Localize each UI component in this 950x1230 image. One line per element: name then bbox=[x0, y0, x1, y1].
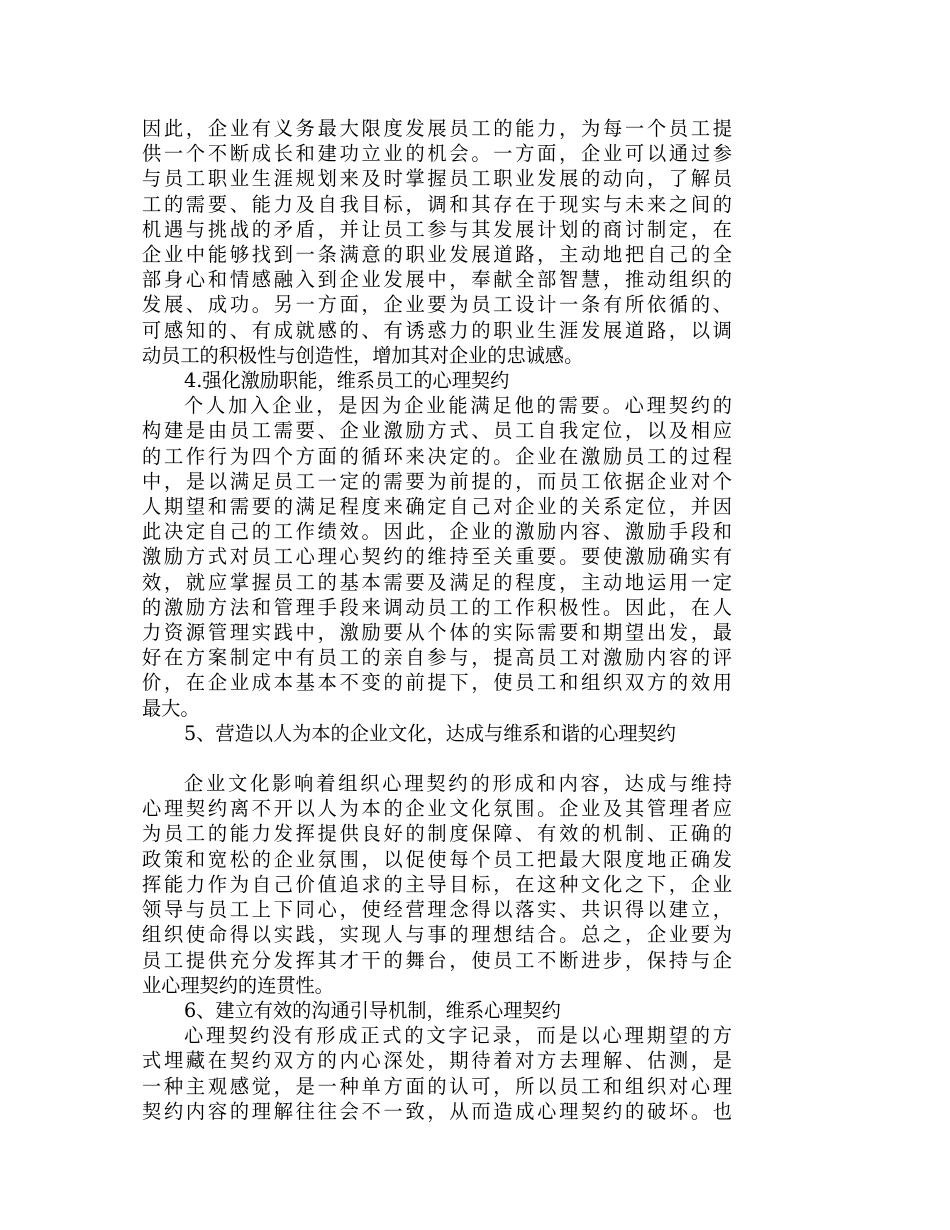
paragraph-communication bbox=[142, 1023, 732, 1124]
text-line: 企业中能够找到一条满意的职业发展道路，主动地把自己的全 bbox=[142, 243, 732, 267]
text-line: 中，是以满足员工一定的需要为前提的，而员工依据企业对个 bbox=[142, 469, 732, 493]
text-line: 政策和宽松的企业氛围，以促使每个员工把最大限度地正确发 bbox=[142, 847, 732, 871]
text-line: 力资源管理实践中，激励要从个体的实际需要和期望出发，最 bbox=[142, 621, 732, 645]
text-line: 员工提供充分发挥其才干的舞台，使员工不断进步，保持与企 bbox=[142, 948, 732, 972]
text-line: 动员工的积极性与创造性，增加其对企业的忠诚感。 bbox=[142, 343, 584, 367]
text-line: 一种主观感觉，是一种单方面的认可，所以员工和组织对心理 bbox=[142, 1074, 732, 1098]
text-line: 可感知的、有成就感的、有诱惑力的职业生涯发展道路，以调 bbox=[142, 318, 732, 342]
text-line: 构建是由员工需要、企业激励方式、员工自我定位，以及相应 bbox=[142, 419, 732, 443]
text-line: 式埋藏在契约双方的内心深处，期待着对方去理解、估测，是 bbox=[142, 1049, 732, 1073]
section-heading-6: 6、建立有效的沟通引导机制，维系心理契约 bbox=[184, 998, 561, 1022]
paragraph-career-development bbox=[142, 116, 732, 368]
paragraph-corporate-culture bbox=[142, 771, 732, 998]
text-line: 领导与员工上下同心，使经营理念得以落实、共识得以建立， bbox=[142, 898, 732, 922]
text-line: 因此，企业有义务最大限度发展员工的能力，为每一个员工提 bbox=[142, 117, 732, 140]
text-line: 契约内容的理解往往会不一致，从而造成心理契约的破坏。也 bbox=[142, 1099, 732, 1123]
text-line: 供一个不断成长和建功立业的机会。一方面，企业可以通过参 bbox=[142, 142, 732, 166]
text-line: 挥能力作为自己价值追求的主导目标，在这种文化之下，企业 bbox=[142, 872, 732, 896]
text-line: 组织使命得以实践，实现人与事的理想结合。总之，企业要为 bbox=[142, 923, 732, 947]
text-line: 心理契约离不开以人为本的企业文化氛围。企业及其管理者应 bbox=[142, 797, 732, 821]
text-line: 个人加入企业，是因为企业能满足他的需要。心理契约的 bbox=[184, 394, 732, 418]
paragraph-incentive bbox=[142, 393, 732, 721]
text-line: 工的需要、能力及自我目标，调和其存在于现实与未来之间的 bbox=[142, 192, 732, 216]
section-heading-5: 5、营造以人为本的企业文化，达成与维系和谐的心理契约 bbox=[184, 721, 676, 745]
text-line: 与员工职业生涯规划来及时掌握员工职业发展的动向，了解员 bbox=[142, 167, 732, 191]
text-line: 激励方式对员工心理心契约的维持至关重要。要使激励确实有 bbox=[142, 545, 732, 569]
text-line: 业心理契约的连贯性。 bbox=[142, 973, 334, 997]
text-line: 的激励方法和管理手段来调动员工的工作积极性。因此，在人 bbox=[142, 595, 732, 619]
document-page bbox=[142, 116, 732, 1124]
text-line: 机遇与挑战的矛盾，并让员工参与其发展计划的商讨制定，在 bbox=[142, 217, 732, 241]
text-line: 为员工的能力发挥提供良好的制度保障、有效的机制、正确的 bbox=[142, 822, 732, 846]
text-line: 发展、成功。另一方面，企业要为员工设计一条有所依循的、 bbox=[142, 293, 732, 317]
section-heading-4: 4.强化激励职能，维系员工的心理契约 bbox=[184, 369, 510, 393]
text-line: 的工作行为四个方面的循环来决定的。企业在激励员工的过程 bbox=[142, 444, 732, 468]
text-line: 效，就应掌握员工的基本需要及满足的程度，主动地运用一定 bbox=[142, 570, 732, 594]
text-line: 企业文化影响着组织心理契约的形成和内容，达成与维持 bbox=[184, 772, 732, 796]
text-line: 最大。 bbox=[142, 696, 200, 720]
text-line: 好在方案制定中有员工的亲自参与，提高员工对激励内容的评 bbox=[142, 646, 732, 670]
blank-line bbox=[142, 746, 732, 771]
text-line: 部身心和情感融入到企业发展中，奉献全部智慧，推动组织的 bbox=[142, 268, 732, 292]
text-line: 心理契约没有形成正式的文字记录，而是以心理期望的方 bbox=[184, 1024, 732, 1048]
text-line: 价，在企业成本基本不变的前提下，使员工和组织双方的效用 bbox=[142, 671, 732, 695]
text-line: 人期望和需要的满足程度来确定自己对企业的关系定位，并因 bbox=[142, 495, 732, 519]
text-line: 此决定自己的工作绩效。因此，企业的激励内容、激励手段和 bbox=[142, 520, 732, 544]
